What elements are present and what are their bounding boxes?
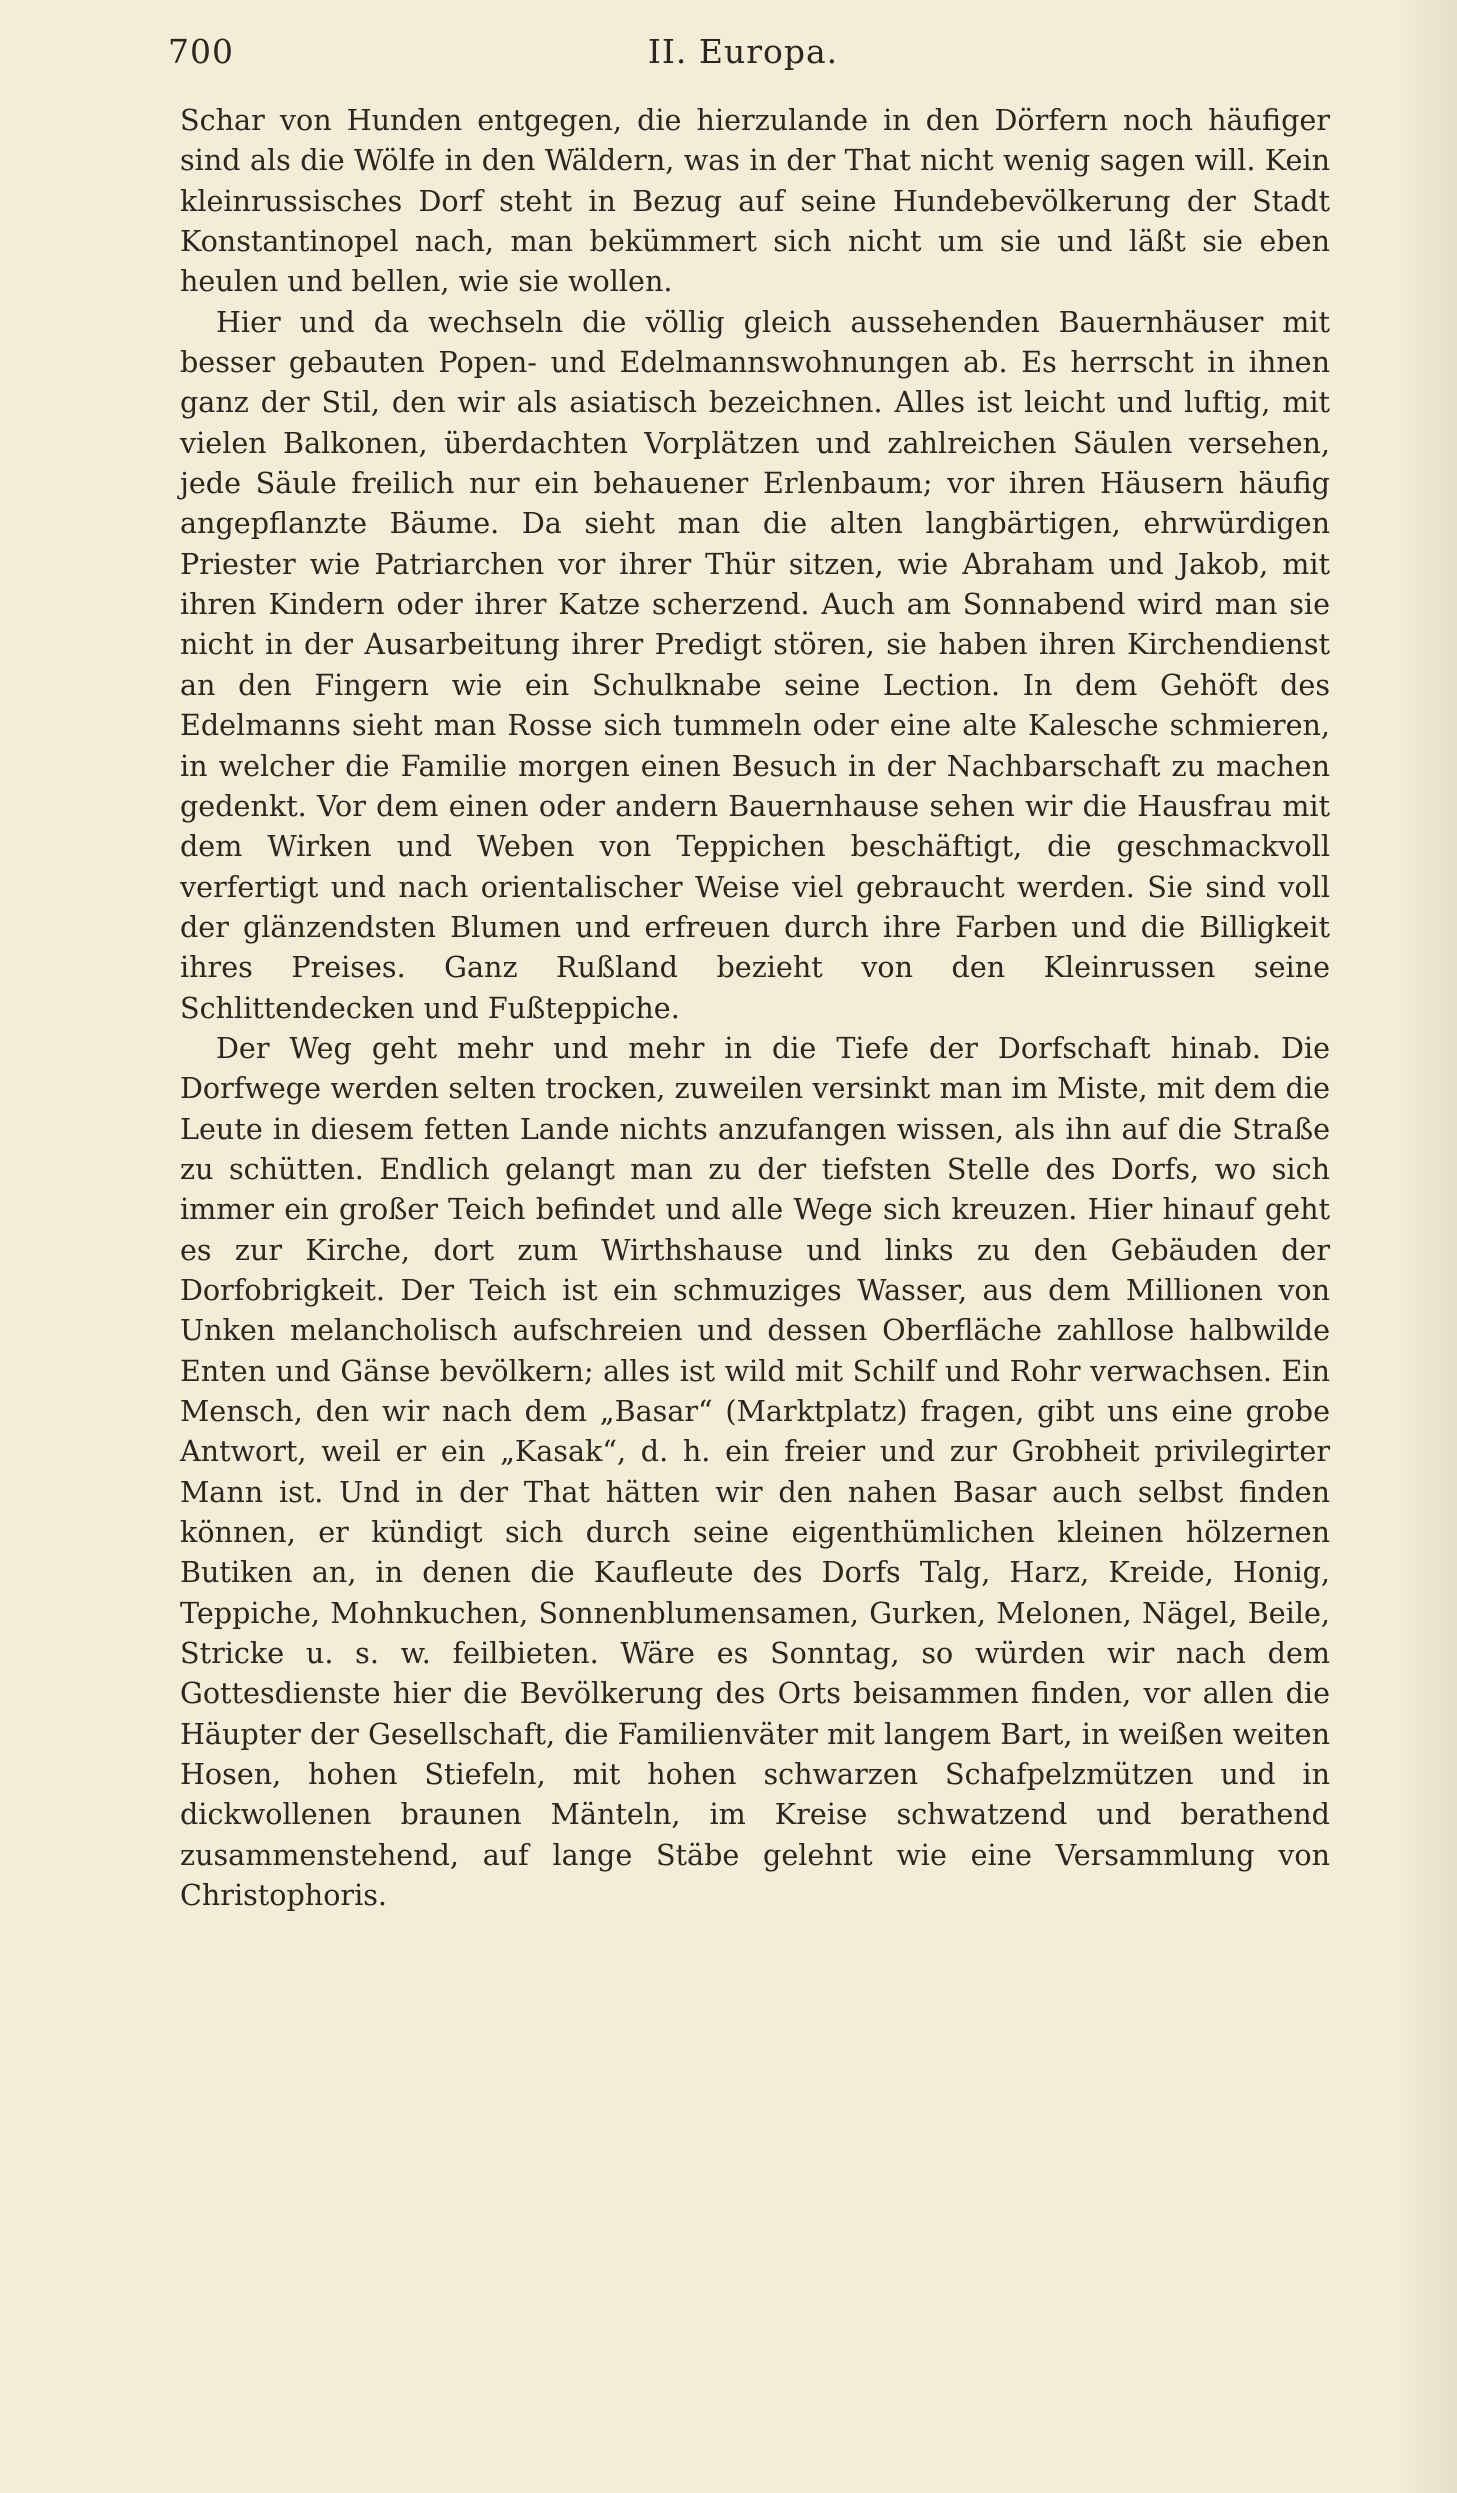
- paragraph: Schar von Hunden entgegen, die hierzulande in den Dörfern noch häufiger sind als die Wölfe in den Wäldern, was in der That nicht wenig sagen will. Kein kleinrussisches Dorf steht in Bezug auf seine Hundebevölkerung der Stadt Konstantinopel nach, man bekümmert sich nicht um sie und läßt sie eben heulen und bellen, wie sie wollen.: [180, 103, 1330, 299]
- body-text: [180, 100, 1330, 1915]
- running-head: II. Europa.: [647, 32, 839, 71]
- page-header: [168, 32, 1318, 82]
- paragraph: Hier und da wechseln die völlig gleich aussehenden Bauernhäuser mit besser gebauten Popen- und Edelmannswohnungen ab. Es herrscht in ihnen ganz der Stil, den wir als asiatisch bezeichnen. Alles ist leicht und luftig, mit vielen Balkonen, überdachten Vorplätzen und zahlreichen Säulen versehen, jede Säule freilich nur ein behauener Erlenbaum; vor ihren Häusern häufig angepflanzte Bäume. Da sieht man die alten langbärtigen, ehrwürdigen Priester wie Patriarchen vor ihrer Thür sitzen, wie Abraham und Jakob, mit ihren Kindern oder ihrer Katze scherzend. Auch am Sonnabend wird man sie nicht in der Ausarbeitung ihrer Predigt stören, sie haben ihren Kirchendienst an den Fingern wie ein Schulknabe seine Lection. In dem Gehöft des Edelmanns sieht man Rosse sich tummeln oder eine alte Kalesche schmieren, in welcher die Familie morgen einen Besuch in der Nachbarschaft zu machen gedenkt. Vor dem einen oder andern Bauernhause sehen wir die Hausfrau mit dem Wirken und Weben von Teppichen beschäftigt, die geschmackvoll verfertigt und nach orientalischer Weise viel gebraucht werden. Sie sind voll der glänzendsten Blumen und erfreuen durch ihre Farben und die Billigkeit ihres Preises. Ganz Rußland bezieht von den Kleinrussen seine Schlittendecken und Fußteppiche.: [180, 304, 1330, 1025]
- page-number: 700: [168, 32, 234, 71]
- paragraph: Der Weg geht mehr und mehr in die Tiefe der Dorfschaft hinab. Die Dorfwege werden selten trocken, zuweilen versinkt man im Miste, mit dem die Leute in diesem fetten Lande nichts anzufangen wissen, als ihn auf die Straße zu schütten. Endlich gelangt man zu der tiefsten Stelle des Dorfs, wo sich immer ein großer Teich befindet und alle Wege sich kreuzen. Hier hinauf geht es zur Kirche, dort zum Wirthshause und links zu den Gebäuden der Dorfobrigkeit. Der Teich ist ein schmuziges Wasser, aus dem Millionen von Unken melancholisch aufschreien und dessen Oberfläche zahllose halbwilde Enten und Gänse bevölkern; alles ist wild mit Schilf und Rohr verwachsen. Ein Mensch, den wir nach dem „Basar“ (Marktplatz) fragen, gibt uns eine grobe Antwort, weil er ein „Kasak“, d. h. ein freier und zur Grobheit privilegirter Mann ist. Und in der That hätten wir den nahen Basar auch selbst finden können, er kündigt sich durch seine eigenthümlichen kleinen hölzernen Butiken an, in denen die Kaufleute des Dorfs Talg, Harz, Kreide, Honig, Teppiche, Mohnkuchen, Sonnenblumensamen, Gurken, Melonen, Nägel, Beile, Stricke u. s. w. feilbieten. Wäre es Sonntag, so würden wir nach dem Gottesdienste hier die Bevölkerung des Orts beisammen finden, vor allen die Häupter der Gesellschaft, die Familienväter mit langem Bart, in weißen weiten Hosen, hohen Stiefeln, mit hohen schwarzen Schafpelzmützen und in dickwollenen braunen Mänteln, im Kreise schwatzend und berathend zusammenstehend, auf lange Stäbe gelehnt wie eine Versammlung von Christophoris.: [180, 1030, 1330, 1913]
